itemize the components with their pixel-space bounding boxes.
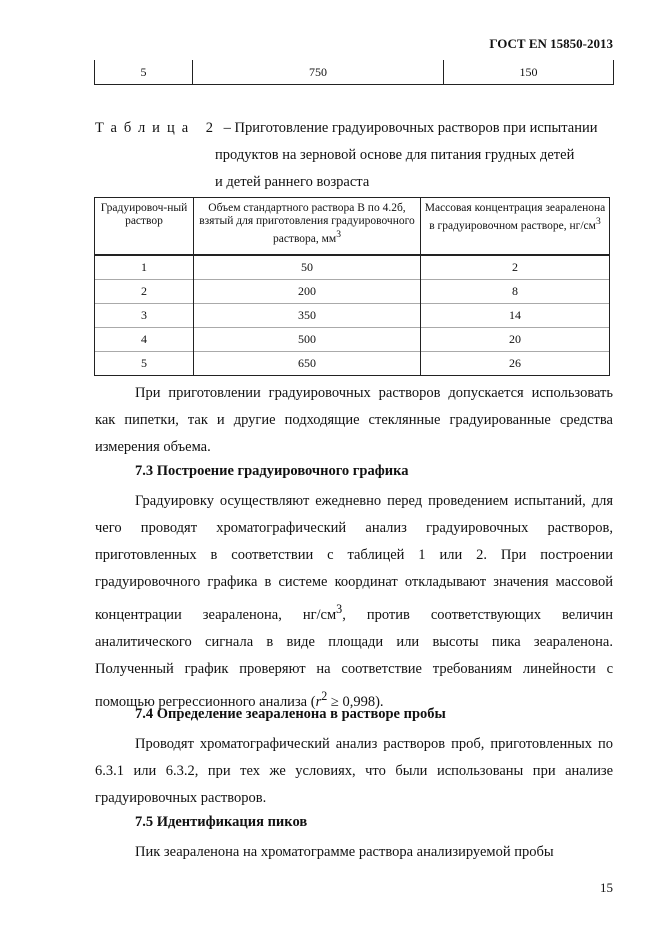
- previous-table-remnant: [94, 60, 614, 85]
- table-cell: 150: [444, 60, 614, 85]
- section-7-4-heading: 7.4 Определение зеараленона в растворе пробы: [135, 706, 446, 722]
- table-cell: 350: [194, 303, 421, 327]
- caption-line-3: и детей раннего возраста: [215, 174, 370, 190]
- table-cell: 2: [95, 279, 194, 303]
- table-cell: 20: [421, 327, 610, 351]
- page-number: 15: [600, 880, 613, 895]
- table-cell: 3: [95, 303, 194, 327]
- caption-lead: Таблица 2: [95, 120, 221, 136]
- column-header-concentration: Массовая концентрация зеараленона в градуировочном растворе, $нг/см^3$: [421, 198, 610, 255]
- table-cell: 650: [194, 351, 421, 375]
- section-7-3-text: Градуировку осуществляют ежедневно перед проведением испытаний, для чего проводят хроматографический анализ градуировочных растворов, приготовленных в соответствии с таблицей 1 или 2. При построении градуировочного графика в системе координат откладывают значения массовой концентрации зеараленона, $нг/см^3$, против соответствующих величин аналитического сигнала в виде площади или высоты пика зеараленона. Полученный график проверяют на соответствие требованиям линейности с помощью регрессионного анализа $(r^2 \ge 0,998)$.: [95, 493, 613, 710]
- section-7-4-text: Проводят хроматографический анализ растворов проб, приготовленных по 6.3.1 или 6.3.2, при тех же условиях, что были использованы при анализе градуировочных растворов.: [95, 736, 613, 806]
- table-cell: 2: [421, 255, 610, 280]
- table-cell: 50: [194, 255, 421, 280]
- caption-line-2: продуктов на зерновой основе для питания грудных детей: [215, 147, 575, 163]
- table-cell: 8: [421, 279, 610, 303]
- table-caption: [95, 115, 615, 196]
- section-7-5-heading: 7.5 Идентификация пиков: [135, 814, 308, 830]
- table-cell: 1: [95, 255, 194, 280]
- section-7-5-text: Пик зеараленона на хроматограмме раствора анализируемой пробы: [135, 844, 554, 860]
- caption-line-1: – Приготовление градуировочных растворов при испытании: [220, 120, 598, 136]
- table-header-row: [95, 198, 610, 255]
- table-row: [95, 351, 610, 375]
- table-cell: 500: [194, 327, 421, 351]
- table-cell: 14: [421, 303, 610, 327]
- table-row: [95, 303, 610, 327]
- table-cell: 26: [421, 351, 610, 375]
- table-row: [95, 60, 614, 85]
- table-row: [95, 255, 610, 280]
- table-row: [95, 327, 610, 351]
- calibration-table: [94, 197, 610, 376]
- column-header-solution: Градуировоч-ный раствор: [95, 198, 194, 255]
- document-code-header: ГОСТ EN 15850-2013: [489, 36, 613, 51]
- table-cell: 750: [193, 60, 444, 85]
- table-cell: 5: [95, 351, 194, 375]
- table-cell: 4: [95, 327, 194, 351]
- section-7-3-heading: 7.3 Построение градуировочного графика: [135, 463, 409, 479]
- table-cell: 200: [194, 279, 421, 303]
- table-cell: 5: [95, 60, 193, 85]
- table-row: [95, 279, 610, 303]
- paragraph-pipettes: При приготовлении градуировочных растворов допускается использовать как пипетки, так и другие подходящие стеклянные градуированные средства измерения объема.: [95, 385, 613, 455]
- column-header-volume: Объем стандартного раствора В по 4.2б, взятый для приготовления градуировочного раствора, $мм^3$: [194, 198, 421, 255]
